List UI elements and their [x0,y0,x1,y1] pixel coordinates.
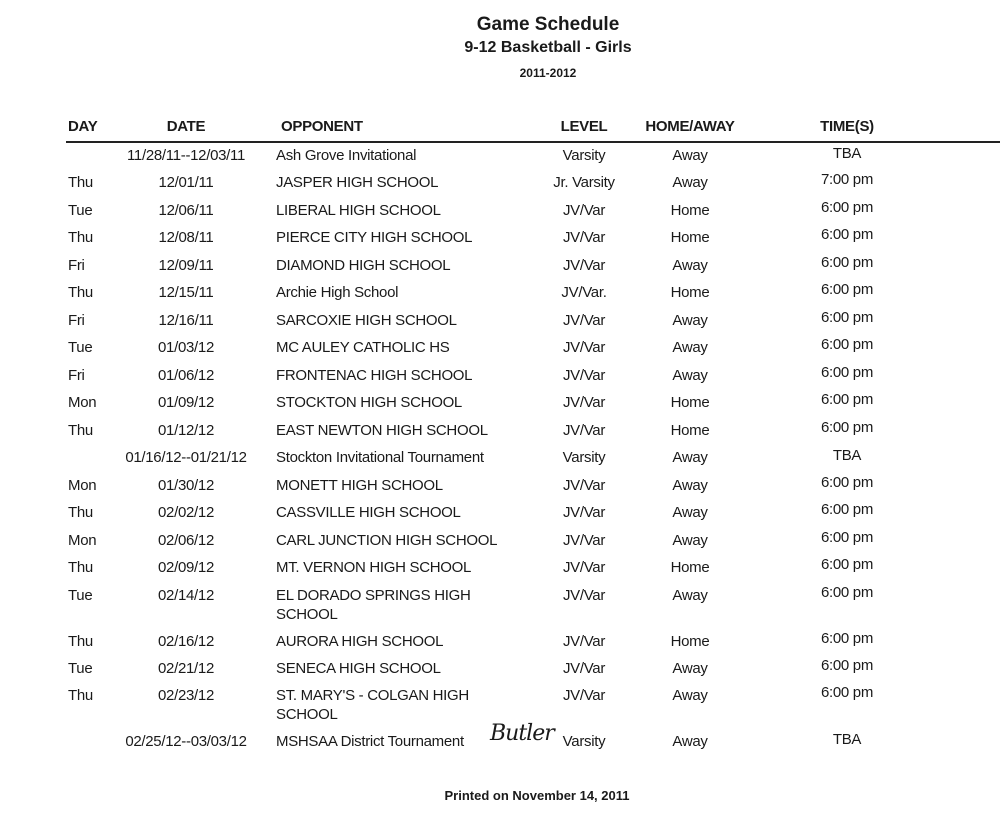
cell-home-away: Home [670,394,710,411]
cell-level: JV/Var [562,394,606,411]
cell-home-away: Away [672,367,708,384]
cell-time: 6:00 pm [820,474,874,491]
cell-day: Mon [68,477,97,494]
cell-home-away: Home [670,422,710,439]
cell-time: 6:00 pm [820,584,874,601]
header-home-away: HOME/AWAY [645,118,735,135]
cell-date: 01/09/12 [158,394,214,411]
cell-home-away: Away [672,312,708,329]
cell-level: JV/Var [562,257,606,274]
cell-home-away: Home [670,559,710,576]
season-label: 2011-2012 [519,66,577,80]
cell-home-away: Home [670,633,710,650]
document-subtitle: 9-12 Basketball - Girls [464,39,632,56]
cell-opponent: CASSVILLE HIGH SCHOOL [276,504,461,521]
cell-date: 01/06/12 [158,367,214,384]
cell-time: TBA [832,731,862,748]
cell-home-away: Away [672,733,708,750]
cell-opponent-line2: SCHOOL [276,606,338,623]
cell-home-away: Home [670,202,710,219]
header-divider [66,141,1000,143]
cell-opponent: ST. MARY'S - COLGAN HIGH [276,687,469,704]
header-date: DATE [166,118,206,135]
cell-home-away: Away [672,477,708,494]
handwritten-note: Butler [490,721,554,746]
cell-time: 6:00 pm [820,684,874,701]
cell-level: JV/Var [562,504,606,521]
cell-date: 02/14/12 [158,587,214,604]
cell-level: Varsity [562,147,606,164]
cell-time: 6:00 pm [820,254,874,271]
document-title: Game Schedule [476,14,620,35]
cell-time: 6:00 pm [820,336,874,353]
cell-level: JV/Var [562,422,606,439]
cell-day: Tue [68,660,93,677]
cell-home-away: Away [672,339,708,356]
cell-date: 01/16/12--01/21/12 [125,449,247,466]
cell-opponent: SENECA HIGH SCHOOL [276,660,441,677]
cell-day: Thu [68,284,93,301]
cell-opponent: LIBERAL HIGH SCHOOL [276,202,441,219]
cell-opponent: MSHSAA District Tournament [276,733,464,750]
cell-opponent: Archie High School [276,284,399,301]
cell-day: Thu [68,687,93,704]
printed-date: Printed on November 14, 2011 [444,788,630,803]
cell-day: Tue [68,339,93,356]
cell-level: JV/Var [562,312,606,329]
cell-time: 6:00 pm [820,529,874,546]
cell-home-away: Home [670,229,710,246]
cell-level: JV/Var [562,202,606,219]
cell-level: JV/Var [562,687,606,704]
cell-opponent: CARL JUNCTION HIGH SCHOOL [276,532,498,549]
cell-date: 12/08/11 [158,229,214,246]
cell-home-away: Away [672,687,708,704]
cell-opponent: SARCOXIE HIGH SCHOOL [276,312,457,329]
cell-level: JV/Var [562,477,606,494]
cell-level: Varsity [562,449,606,466]
cell-level: JV/Var [562,367,606,384]
cell-opponent: DIAMOND HIGH SCHOOL [276,257,451,274]
cell-day: Thu [68,174,93,191]
cell-time: 7:00 pm [820,171,874,188]
cell-level: JV/Var [562,660,606,677]
cell-time: 6:00 pm [820,556,874,573]
cell-opponent: EL DORADO SPRINGS HIGH [276,587,471,604]
cell-level: JV/Var [562,633,606,650]
cell-opponent: STOCKTON HIGH SCHOOL [276,394,462,411]
cell-level: Jr. Varsity [553,174,615,191]
cell-level: JV/Var [562,559,606,576]
cell-opponent: JASPER HIGH SCHOOL [276,174,439,191]
cell-date: 12/06/11 [158,202,214,219]
cell-opponent-line2: SCHOOL [276,706,338,723]
cell-date: 02/25/12--03/03/12 [125,733,247,750]
cell-time: 6:00 pm [820,501,874,518]
cell-level: JV/Var [562,339,606,356]
cell-home-away: Home [670,284,710,301]
cell-day: Thu [68,422,93,439]
cell-opponent: MONETT HIGH SCHOOL [276,477,443,494]
cell-date: 02/06/12 [158,532,214,549]
cell-level: JV/Var [562,229,606,246]
cell-level: JV/Var. [561,284,607,301]
cell-date: 02/23/12 [158,687,214,704]
cell-date: 12/16/11 [158,312,214,329]
cell-time: 6:00 pm [820,630,874,647]
cell-level: Varsity [562,733,606,750]
header-time: TIME(S) [820,118,874,135]
cell-day: Thu [68,504,93,521]
cell-time: 6:00 pm [820,226,874,243]
cell-day: Tue [68,587,93,604]
cell-home-away: Away [672,587,708,604]
cell-home-away: Away [672,660,708,677]
cell-date: 12/15/11 [158,284,214,301]
cell-date: 01/30/12 [158,477,214,494]
cell-time: TBA [832,145,862,162]
cell-level: JV/Var [562,587,606,604]
cell-home-away: Away [672,449,708,466]
cell-time: 6:00 pm [820,309,874,326]
header-level: LEVEL [560,118,608,135]
cell-date: 12/01/11 [158,174,214,191]
cell-day: Mon [68,394,97,411]
cell-opponent: EAST NEWTON HIGH SCHOOL [276,422,488,439]
cell-home-away: Away [672,504,708,521]
cell-time: 6:00 pm [820,419,874,436]
cell-time: 6:00 pm [820,391,874,408]
cell-date: 02/21/12 [158,660,214,677]
cell-time: 6:00 pm [820,199,874,216]
header-day: DAY [68,118,98,135]
cell-opponent: Ash Grove Invitational [276,147,417,164]
cell-day: Fri [68,312,85,329]
cell-opponent: PIERCE CITY HIGH SCHOOL [276,229,473,246]
cell-opponent: FRONTENAC HIGH SCHOOL [276,367,473,384]
cell-day: Tue [68,202,93,219]
cell-day: Fri [68,257,85,274]
cell-time: 6:00 pm [820,657,874,674]
cell-day: Thu [68,559,93,576]
cell-opponent: MC AULEY CATHOLIC HS [276,339,450,356]
cell-date: 02/02/12 [158,504,214,521]
cell-time: 6:00 pm [820,364,874,381]
cell-home-away: Away [672,532,708,549]
cell-time: TBA [832,447,862,464]
cell-day: Thu [68,229,93,246]
cell-date: 12/09/11 [158,257,214,274]
cell-home-away: Away [672,147,708,164]
cell-time: 6:00 pm [820,281,874,298]
cell-opponent: Stockton Invitational Tournament [276,449,484,466]
cell-home-away: Away [672,257,708,274]
cell-day: Fri [68,367,85,384]
cell-home-away: Away [672,174,708,191]
cell-opponent: AURORA HIGH SCHOOL [276,633,444,650]
cell-day: Mon [68,532,97,549]
cell-date: 01/12/12 [158,422,214,439]
cell-date: 02/16/12 [158,633,214,650]
cell-level: JV/Var [562,532,606,549]
cell-date: 11/28/11--12/03/11 [126,147,246,164]
cell-date: 02/09/12 [158,559,214,576]
cell-opponent: MT. VERNON HIGH SCHOOL [276,559,472,576]
cell-day: Thu [68,633,93,650]
header-opponent: OPPONENT [281,118,363,135]
cell-date: 01/03/12 [158,339,214,356]
